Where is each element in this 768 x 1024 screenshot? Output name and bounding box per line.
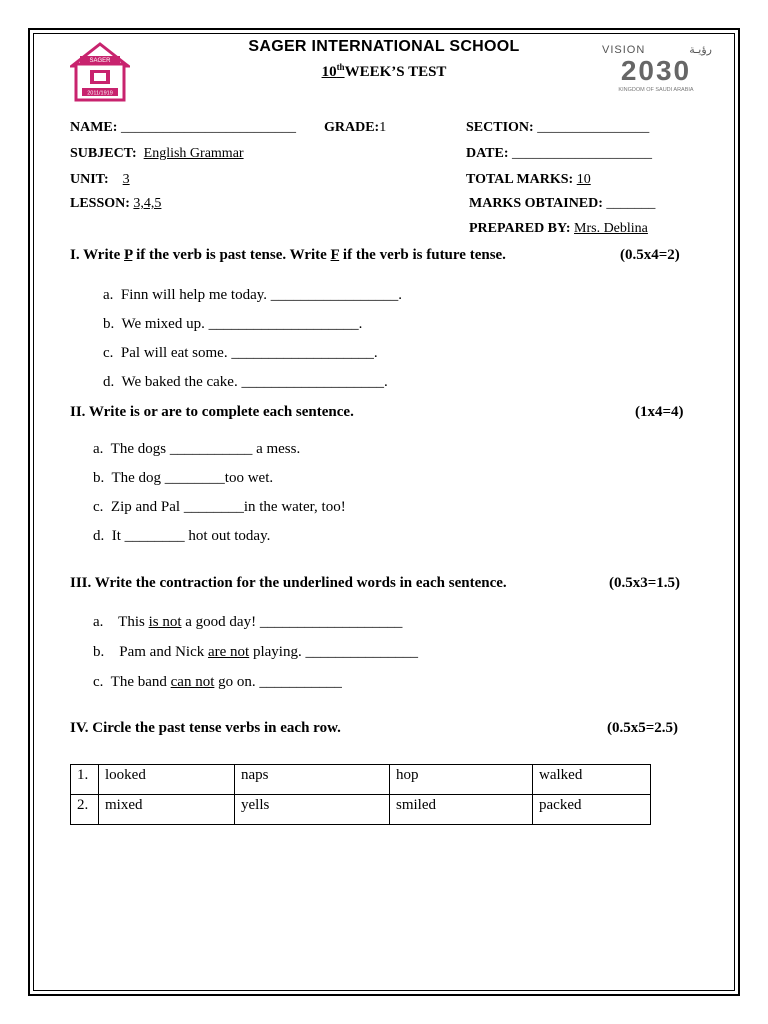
verb-cell[interactable]: smiled — [390, 795, 533, 825]
lesson-field — [70, 196, 161, 212]
verb-cell[interactable]: naps — [235, 765, 390, 795]
q4-heading: IV. Circle the past tense verbs in each row. — [70, 720, 341, 736]
lesson-label: LESSON: — [70, 196, 130, 211]
marks-obtained-blank: _______ — [606, 196, 656, 211]
q3-item: b. Pam and Nick are not playing. _______________ — [93, 644, 418, 660]
subject-value: English Grammar — [143, 146, 244, 161]
marks-obtained-label: MARKS OBTAINED: — [469, 196, 603, 211]
total-marks-value: 10 — [576, 172, 591, 187]
q2-heading: II. Write is or are to complete each sentence. — [70, 404, 354, 420]
date-blank: ____________________ — [512, 146, 653, 161]
section-field — [466, 120, 649, 136]
q2-item: d. It ________ hot out today. — [93, 528, 271, 544]
total-marks-label: TOTAL MARKS: — [466, 172, 574, 187]
q1-p-letter: P — [124, 247, 133, 263]
verb-cell[interactable]: walked — [533, 765, 651, 795]
unit-label: UNIT: — [70, 172, 109, 187]
row-number: 1. — [71, 765, 99, 795]
q1-item: d. We baked the cake. ___________________. — [103, 374, 388, 390]
q2-marks: (1x4=4) — [635, 404, 684, 420]
date-label: DATE: — [466, 146, 509, 161]
q1-item: a. Finn will help me today. _________________. — [103, 287, 403, 303]
unit-value: 3 — [122, 172, 130, 187]
marks-obtained-field — [469, 196, 655, 212]
name-label: NAME: — [70, 120, 118, 135]
verb-cell[interactable]: yells — [235, 795, 390, 825]
verb-cell[interactable]: looked — [99, 765, 235, 795]
prepared-by-field — [469, 221, 648, 237]
section-label: SECTION: — [466, 120, 534, 135]
total-marks-field — [466, 172, 591, 188]
test-number: 10 — [321, 64, 337, 80]
q1-f-letter: F — [330, 247, 340, 263]
subject-label: SUBJECT: — [70, 146, 137, 161]
q1-item: c. Pal will eat some. ___________________. — [103, 345, 378, 361]
subject-field — [70, 146, 244, 162]
test-title — [0, 62, 768, 81]
logo-name: SAGER — [89, 58, 111, 64]
verbs-table — [70, 764, 651, 825]
logo-year: 2011/1919 — [87, 90, 113, 97]
test-title-text: WEEK’S TEST — [344, 64, 447, 80]
q2-item: c. Zip and Pal ________in the water, too! — [93, 499, 346, 515]
test-sup: th — [336, 62, 345, 72]
q1-marks: (0.5x4=2) — [620, 247, 680, 263]
q1-item: b. We mixed up. ____________________. — [103, 316, 363, 332]
table-row — [71, 795, 651, 825]
verb-cell[interactable]: hop — [390, 765, 533, 795]
unit-field — [70, 172, 130, 188]
vision-text: VISION — [602, 44, 646, 56]
prepared-by-value: Mrs. Deblina — [574, 221, 648, 236]
prepared-by-label: PREPARED BY: — [469, 221, 571, 236]
q3-heading: III. Write the contraction for the underlined words in each sentence. — [70, 575, 507, 591]
q2-item: a. The dogs ___________ a mess. — [93, 441, 301, 457]
verb-cell[interactable]: mixed — [99, 795, 235, 825]
school-name: SAGER INTERNATIONAL SCHOOL — [248, 38, 520, 55]
row-number: 2. — [71, 795, 99, 825]
section-blank: ________________ — [537, 120, 650, 135]
lesson-value: 3,4,5 — [133, 196, 162, 211]
name-field — [70, 120, 296, 136]
vision-arabic: رؤيـة — [689, 43, 712, 56]
q3-marks: (0.5x3=1.5) — [609, 575, 681, 591]
verb-cell[interactable]: packed — [533, 795, 651, 825]
q3-item: a. This is not a good day! ___________________ — [93, 614, 403, 630]
vision-kingdom: KINGDOM OF SAUDI ARABIA — [618, 87, 694, 93]
q2-item: b. The dog ________too wet. — [93, 470, 274, 486]
grade-value: 1 — [379, 120, 387, 135]
table-row — [71, 765, 651, 795]
grade-field — [324, 120, 386, 136]
grade-label: GRADE: — [324, 120, 380, 135]
q3-item: c. The band can not go on. ___________ — [93, 674, 342, 690]
date-field — [466, 146, 652, 162]
q4-marks: (0.5x5=2.5) — [607, 720, 679, 736]
name-blank: _________________________ — [120, 120, 296, 135]
q1-heading: I. Write P if the verb is past tense. Write F if the verb is future tense. — [70, 247, 506, 263]
vision-year: 2030 — [620, 55, 692, 86]
